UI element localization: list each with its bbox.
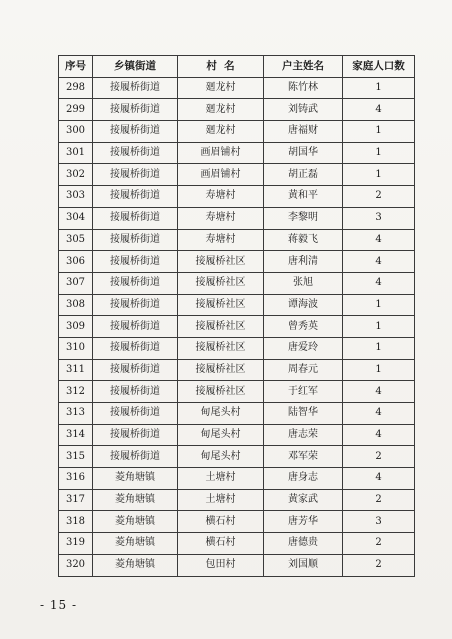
serial-number-cell: 312 bbox=[59, 381, 93, 403]
family-size-cell: 1 bbox=[343, 316, 415, 338]
household-head-cell: 刘铸武 bbox=[264, 99, 343, 121]
household-head-cell: 刘国顺 bbox=[264, 554, 343, 576]
family-size-cell: 2 bbox=[343, 489, 415, 511]
town-street-cell: 接履桥街道 bbox=[93, 164, 178, 186]
serial-number-cell: 313 bbox=[59, 403, 93, 425]
family-size-cell: 3 bbox=[343, 207, 415, 229]
town-street-cell: 接履桥街道 bbox=[93, 403, 178, 425]
table-row bbox=[59, 468, 415, 490]
table-row bbox=[59, 424, 415, 446]
village-name-cell: 寿塘村 bbox=[178, 207, 264, 229]
table-row bbox=[59, 77, 415, 99]
serial-number-cell: 301 bbox=[59, 142, 93, 164]
table-row bbox=[59, 533, 415, 555]
table-row bbox=[59, 446, 415, 468]
serial-number-cell: 300 bbox=[59, 121, 93, 143]
table-row bbox=[59, 294, 415, 316]
household-head-cell: 陆智华 bbox=[264, 403, 343, 425]
town-street-cell: 接履桥街道 bbox=[93, 99, 178, 121]
family-size-cell: 2 bbox=[343, 186, 415, 208]
serial-number-cell: 308 bbox=[59, 294, 93, 316]
household-head-cell: 唐身志 bbox=[264, 468, 343, 490]
household-head-cell: 唐爱玲 bbox=[264, 337, 343, 359]
family-size-cell: 1 bbox=[343, 121, 415, 143]
town-street-cell: 接履桥街道 bbox=[93, 337, 178, 359]
town-street-cell: 接履桥街道 bbox=[93, 359, 178, 381]
village-name-cell: 寿塘村 bbox=[178, 229, 264, 251]
town-street-cell: 菱角塘镇 bbox=[93, 468, 178, 490]
serial-number-cell: 315 bbox=[59, 446, 93, 468]
family-size-cell: 1 bbox=[343, 77, 415, 99]
header-serial-number: 序号 bbox=[59, 56, 93, 78]
town-street-cell: 菱角塘镇 bbox=[93, 554, 178, 576]
family-size-cell: 1 bbox=[343, 294, 415, 316]
town-street-cell: 接履桥街道 bbox=[93, 424, 178, 446]
town-street-cell: 菱角塘镇 bbox=[93, 511, 178, 533]
household-head-cell: 蒋毅飞 bbox=[264, 229, 343, 251]
town-street-cell: 接履桥街道 bbox=[93, 186, 178, 208]
family-size-cell: 4 bbox=[343, 381, 415, 403]
village-name-cell: 接履桥社区 bbox=[178, 294, 264, 316]
household-head-cell: 唐利清 bbox=[264, 251, 343, 273]
village-name-cell: 土塘村 bbox=[178, 468, 264, 490]
serial-number-cell: 299 bbox=[59, 99, 93, 121]
header-family-size: 家庭人口数 bbox=[343, 56, 415, 78]
village-name-cell: 廻龙村 bbox=[178, 121, 264, 143]
household-head-cell: 唐德贵 bbox=[264, 533, 343, 555]
household-head-cell: 李黎明 bbox=[264, 207, 343, 229]
serial-number-cell: 303 bbox=[59, 186, 93, 208]
table-row bbox=[59, 229, 415, 251]
household-head-cell: 曾秀英 bbox=[264, 316, 343, 338]
village-name-cell: 包田村 bbox=[178, 554, 264, 576]
family-size-cell: 3 bbox=[343, 511, 415, 533]
serial-number-cell: 304 bbox=[59, 207, 93, 229]
table-row bbox=[59, 99, 415, 121]
town-street-cell: 接履桥街道 bbox=[93, 77, 178, 99]
table-row bbox=[59, 381, 415, 403]
household-head-cell: 周春元 bbox=[264, 359, 343, 381]
family-size-cell: 1 bbox=[343, 142, 415, 164]
village-name-cell: 横石村 bbox=[178, 533, 264, 555]
family-size-cell: 1 bbox=[343, 337, 415, 359]
family-size-cell: 2 bbox=[343, 554, 415, 576]
village-name-cell: 甸尾头村 bbox=[178, 446, 264, 468]
family-size-cell: 4 bbox=[343, 251, 415, 273]
page-number: - 15 - bbox=[40, 598, 78, 612]
serial-number-cell: 298 bbox=[59, 77, 93, 99]
household-head-cell: 黄和平 bbox=[264, 186, 343, 208]
family-size-cell: 2 bbox=[343, 533, 415, 555]
serial-number-cell: 319 bbox=[59, 533, 93, 555]
table-row bbox=[59, 359, 415, 381]
family-size-cell: 4 bbox=[343, 99, 415, 121]
family-size-cell: 4 bbox=[343, 424, 415, 446]
table-row bbox=[59, 489, 415, 511]
household-head-cell: 唐芳华 bbox=[264, 511, 343, 533]
town-street-cell: 接履桥街道 bbox=[93, 207, 178, 229]
table-row bbox=[59, 403, 415, 425]
table-row bbox=[59, 316, 415, 338]
serial-number-cell: 306 bbox=[59, 251, 93, 273]
family-size-cell: 1 bbox=[343, 359, 415, 381]
table-row bbox=[59, 511, 415, 533]
serial-number-cell: 310 bbox=[59, 337, 93, 359]
table-row bbox=[59, 164, 415, 186]
serial-number-cell: 307 bbox=[59, 272, 93, 294]
family-size-cell: 4 bbox=[343, 403, 415, 425]
village-name-cell: 甸尾头村 bbox=[178, 403, 264, 425]
household-table bbox=[58, 55, 415, 577]
family-size-cell: 1 bbox=[343, 164, 415, 186]
town-street-cell: 接履桥街道 bbox=[93, 229, 178, 251]
household-head-cell: 黄家武 bbox=[264, 489, 343, 511]
town-street-cell: 接履桥街道 bbox=[93, 316, 178, 338]
serial-number-cell: 318 bbox=[59, 511, 93, 533]
village-name-cell: 画眉铺村 bbox=[178, 142, 264, 164]
table-row bbox=[59, 272, 415, 294]
table-row bbox=[59, 142, 415, 164]
village-name-cell: 甸尾头村 bbox=[178, 424, 264, 446]
village-name-cell: 画眉铺村 bbox=[178, 164, 264, 186]
household-head-cell: 唐福财 bbox=[264, 121, 343, 143]
serial-number-cell: 320 bbox=[59, 554, 93, 576]
village-name-cell: 接履桥社区 bbox=[178, 272, 264, 294]
table-row bbox=[59, 337, 415, 359]
table-row bbox=[59, 207, 415, 229]
header-household-head: 户主姓名 bbox=[264, 56, 343, 78]
serial-number-cell: 309 bbox=[59, 316, 93, 338]
village-name-cell: 接履桥社区 bbox=[178, 381, 264, 403]
table-row bbox=[59, 251, 415, 273]
serial-number-cell: 316 bbox=[59, 468, 93, 490]
family-size-cell: 2 bbox=[343, 446, 415, 468]
town-street-cell: 接履桥街道 bbox=[93, 294, 178, 316]
family-size-cell: 4 bbox=[343, 468, 415, 490]
town-street-cell: 接履桥街道 bbox=[93, 142, 178, 164]
town-street-cell: 接履桥街道 bbox=[93, 446, 178, 468]
serial-number-cell: 311 bbox=[59, 359, 93, 381]
village-name-cell: 接履桥社区 bbox=[178, 359, 264, 381]
village-name-cell: 接履桥社区 bbox=[178, 316, 264, 338]
household-head-cell: 唐志荣 bbox=[264, 424, 343, 446]
village-name-cell: 接履桥社区 bbox=[178, 337, 264, 359]
household-head-cell: 于红军 bbox=[264, 381, 343, 403]
town-street-cell: 菱角塘镇 bbox=[93, 489, 178, 511]
town-street-cell: 接履桥街道 bbox=[93, 121, 178, 143]
header-town-street: 乡镇街道 bbox=[93, 56, 178, 78]
table-row bbox=[59, 121, 415, 143]
village-name-cell: 横石村 bbox=[178, 511, 264, 533]
serial-number-cell: 302 bbox=[59, 164, 93, 186]
village-name-cell: 土塘村 bbox=[178, 489, 264, 511]
table-body bbox=[59, 77, 415, 576]
serial-number-cell: 305 bbox=[59, 229, 93, 251]
village-name-cell: 寿塘村 bbox=[178, 186, 264, 208]
serial-number-cell: 314 bbox=[59, 424, 93, 446]
table-row bbox=[59, 554, 415, 576]
household-head-cell: 张旭 bbox=[264, 272, 343, 294]
serial-number-cell: 317 bbox=[59, 489, 93, 511]
household-head-cell: 谭海波 bbox=[264, 294, 343, 316]
household-head-cell: 胡国华 bbox=[264, 142, 343, 164]
household-head-cell: 邓军荣 bbox=[264, 446, 343, 468]
town-street-cell: 接履桥街道 bbox=[93, 381, 178, 403]
family-size-cell: 4 bbox=[343, 229, 415, 251]
header-village-name: 村 名 bbox=[178, 56, 264, 78]
town-street-cell: 接履桥街道 bbox=[93, 251, 178, 273]
table-row bbox=[59, 186, 415, 208]
family-size-cell: 4 bbox=[343, 272, 415, 294]
village-name-cell: 廻龙村 bbox=[178, 77, 264, 99]
table-header-row bbox=[59, 56, 415, 78]
household-head-cell: 陈竹林 bbox=[264, 77, 343, 99]
village-name-cell: 廻龙村 bbox=[178, 99, 264, 121]
household-head-cell: 胡正磊 bbox=[264, 164, 343, 186]
village-name-cell: 接履桥社区 bbox=[178, 251, 264, 273]
town-street-cell: 接履桥街道 bbox=[93, 272, 178, 294]
town-street-cell: 菱角塘镇 bbox=[93, 533, 178, 555]
